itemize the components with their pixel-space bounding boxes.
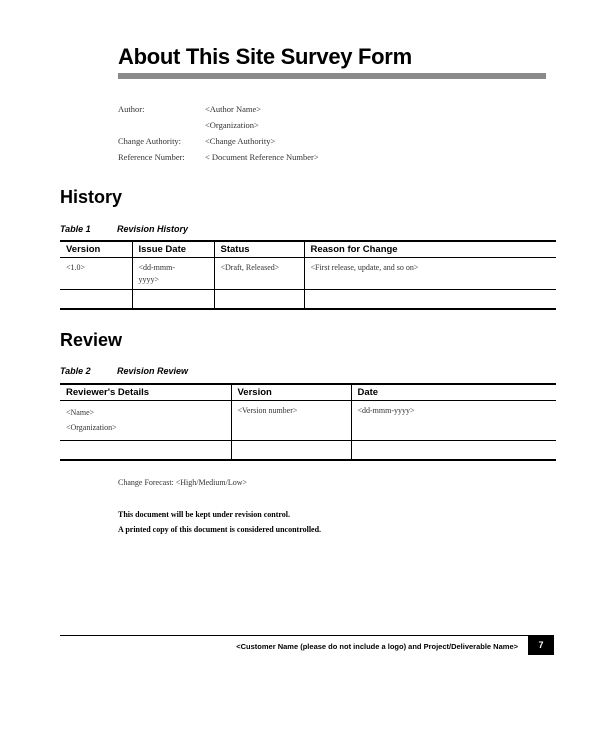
document-title: About This Site Survey Form [118,44,412,69]
change-forecast: Change Forecast: <High/Medium/Low> [118,478,248,487]
reviewer-organization: <Organization> [66,423,117,433]
review-empty-cell[interactable] [231,441,351,460]
change-authority-value: <Change Authority> [205,136,276,146]
review-cell-version[interactable]: <Version number> [231,401,351,441]
history-header-status: Status [214,241,304,258]
change-authority-label: Change Authority: [118,136,182,146]
history-header-reason: Reason for Change [304,241,556,258]
review-header-reviewer: Reviewer's Details [60,384,231,401]
reviewer-name: <Name> [66,408,95,417]
history-empty-cell[interactable] [214,290,304,309]
review-heading: Review [60,330,123,350]
table-row [60,290,556,309]
history-cell-status[interactable]: <Draft, Released> [214,258,304,290]
history-cell-reason[interactable]: <First release, update, and so on> [304,258,556,290]
history-heading: History [60,187,123,207]
title-rule [118,73,546,79]
history-empty-cell[interactable] [60,290,132,309]
history-cell-version[interactable]: <1.0> [60,258,132,290]
table-row [60,401,556,441]
history-header-version: Version [60,241,132,258]
table1-caption-number: Table 1 [60,224,91,234]
revision-control-note: This document will be kept under revision control. [118,510,291,519]
history-cell-issue-date[interactable]: <dd-mmm-yyyy> [132,258,214,290]
author-label: Author: [118,104,145,114]
table-row [60,258,556,290]
revision-history-table [60,240,556,310]
review-cell-reviewer[interactable] [60,401,231,441]
review-cell-date[interactable]: <dd-mmm-yyyy> [351,401,556,441]
history-empty-cell[interactable] [304,290,556,309]
table1-caption-title: Revision History [117,224,189,234]
uncontrolled-copy-note: A printed copy of this document is considered uncontrolled. [118,525,322,534]
table1-caption [60,224,189,234]
author-organization: <Organization> [205,120,259,130]
review-header-date: Date [351,384,556,401]
reference-value: < Document Reference Number> [205,152,319,162]
footer-rule [60,635,528,636]
reference-label: Reference Number: [118,152,185,162]
review-empty-cell[interactable] [60,441,231,460]
author-name: <Author Name> [205,104,262,114]
history-empty-cell[interactable] [132,290,214,309]
table2-caption [60,366,189,376]
review-header-version: Version [231,384,351,401]
table2-caption-title: Revision Review [117,366,189,376]
review-empty-cell[interactable] [351,441,556,460]
footer-text: <Customer Name (please do not include a logo) and Project/Deliverable Name> [236,642,518,651]
revision-review-table [60,383,556,461]
page-number: 7 [528,635,554,655]
history-header-issue-date: Issue Date [132,241,214,258]
table2-caption-number: Table 2 [60,366,91,376]
table-row [60,441,556,460]
